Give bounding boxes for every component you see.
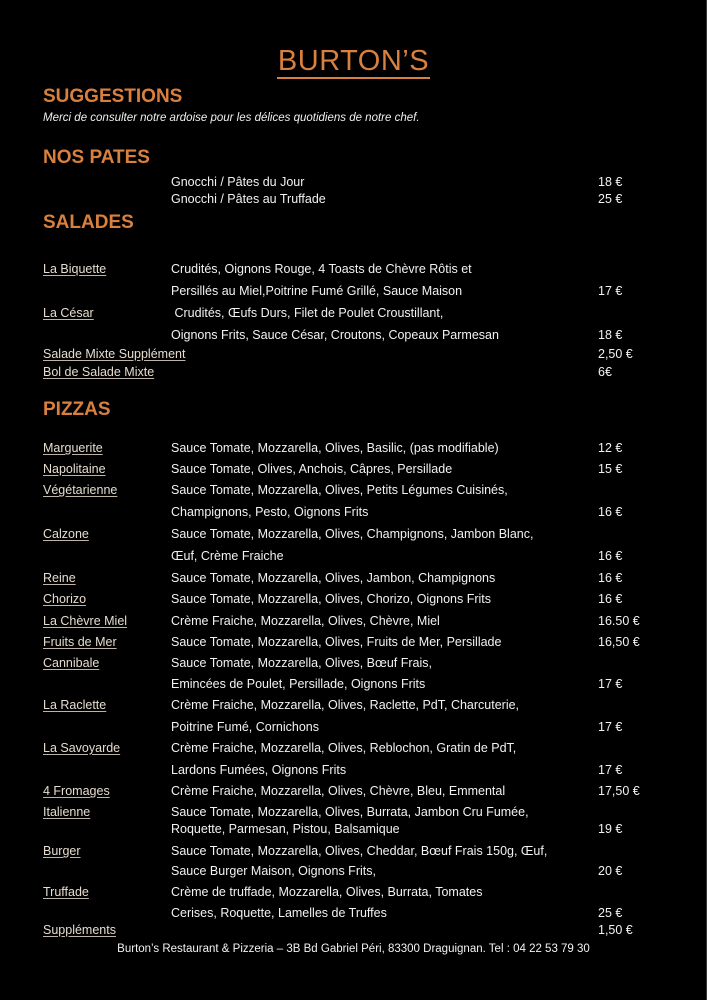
item-description: Lardons Fumées, Oignons Frits — [171, 763, 347, 777]
item-description: Œuf, Crème Fraiche — [171, 549, 284, 563]
item-name[interactable]: Bol de Salade Mixte — [43, 365, 155, 379]
menu-item-row — [0, 570, 707, 587]
item-description: Persillés au Miel,Poitrine Fumé Grillé, Sauce Maison — [171, 284, 463, 298]
item-price: 16 € — [598, 549, 623, 563]
item-price: 18 € — [598, 175, 623, 189]
menu-item-row-continued — [0, 283, 707, 300]
menu-item-row-continued — [0, 905, 707, 922]
item-name[interactable]: Napolitaine — [43, 462, 106, 476]
item-description: Emincées de Poulet, Persillade, Oignons Frits — [171, 677, 426, 691]
item-name[interactable]: Végétarienne — [43, 483, 118, 497]
menu-item-row — [0, 843, 707, 860]
menu-item-row — [0, 526, 707, 543]
item-description: Sauce Burger Maison, Oignons Frits, — [171, 864, 376, 878]
menu-item-row-continued — [0, 719, 707, 736]
item-name[interactable]: La César — [43, 306, 94, 320]
item-price: 15 € — [598, 462, 623, 476]
restaurant-title — [0, 45, 707, 79]
item-name[interactable]: Fruits de Mer — [43, 635, 117, 649]
menu-item-row-continued — [0, 327, 707, 344]
item-price: 17 € — [598, 677, 623, 691]
menu-item-row — [0, 461, 707, 478]
item-description: Champignons, Pesto, Oignons Frits — [171, 505, 369, 519]
menu-item-row-continued — [0, 762, 707, 779]
menu-item-row-continued — [0, 821, 707, 838]
menu-item-row — [0, 804, 707, 821]
item-name[interactable]: Marguerite — [43, 441, 103, 455]
item-price: 16 € — [598, 571, 623, 585]
menu-item-row-continued — [0, 504, 707, 521]
item-description: Cerises, Roquette, Lamelles de Truffes — [171, 906, 387, 920]
item-description: Sauce Tomate, Mozzarella, Olives, Jambon, Champignons — [171, 571, 496, 585]
item-description: Sauce Tomate, Mozzarella, Olives, Cheddar, Bœuf Frais 150g, Œuf, — [171, 844, 548, 858]
item-name[interactable]: Reine — [43, 571, 76, 585]
menu-item-row-continued — [0, 676, 707, 693]
item-description: Crudités, Œufs Durs, Filet de Poulet Croustillant, — [171, 306, 444, 320]
item-name[interactable]: La Chèvre Miel — [43, 614, 128, 628]
item-price: 25 € — [598, 906, 623, 920]
menu-item-row — [0, 783, 707, 800]
item-description: Crème Fraiche, Mozzarella, Olives, Reblochon, Gratin de PdT, — [171, 741, 517, 755]
item-name[interactable]: Chorizo — [43, 592, 87, 606]
item-price: 17 € — [598, 763, 623, 777]
item-description: Sauce Tomate, Mozzarella, Olives, Champignons, Jambon Blanc, — [171, 527, 534, 541]
section-heading-suggestions: SUGGESTIONS — [43, 86, 183, 107]
item-price: 1,50 € — [598, 923, 633, 937]
menu-item-row — [0, 922, 707, 939]
menu-item-row — [0, 634, 707, 651]
menu-item-row-continued — [0, 863, 707, 880]
item-name[interactable]: Cannibale — [43, 656, 100, 670]
menu-item-row — [0, 174, 707, 191]
menu-item-row — [0, 655, 707, 672]
item-name[interactable]: Salade Mixte Supplément — [43, 347, 186, 361]
restaurant-title-text: BURTON’S — [277, 45, 430, 77]
item-price: 16 € — [598, 592, 623, 606]
item-description: Sauce Tomate, Mozzarella, Olives, Chorizo, Oignons Frits — [171, 592, 492, 606]
item-price: 20 € — [598, 864, 623, 878]
item-price: 6€ — [598, 365, 612, 379]
item-description: Crème de truffade, Mozzarella, Olives, Burrata, Tomates — [171, 885, 483, 899]
item-price: 17 € — [598, 284, 623, 298]
menu-item-row — [0, 364, 707, 381]
item-description: Sauce Tomate, Mozzarella, Olives, Bœuf Frais, — [171, 656, 432, 670]
item-description: Gnocchi / Pâtes du Jour — [171, 175, 305, 189]
item-description: Sauce Tomate, Mozzarella, Olives, Petits Légumes Cuisinés, — [171, 483, 508, 497]
menu-item-row — [0, 305, 707, 322]
item-price: 18 € — [598, 328, 623, 342]
item-name[interactable]: La Raclette — [43, 698, 107, 712]
item-price: 16.50 € — [598, 614, 640, 628]
item-price: 16 € — [598, 505, 623, 519]
item-description: Crudités, Oignons Rouge, 4 Toasts de Chèvre Rôtis et — [171, 262, 472, 276]
menu-item-row — [0, 346, 707, 363]
section-heading-salades: SALADES — [43, 212, 134, 233]
section-heading-pizzas: PIZZAS — [43, 399, 111, 420]
item-name[interactable]: Italienne — [43, 805, 91, 819]
item-name[interactable]: Suppléments — [43, 923, 116, 937]
item-name[interactable]: 4 Fromages — [43, 784, 110, 798]
item-description: Sauce Tomate, Mozzarella, Olives, Basilic, (pas modifiable) — [171, 441, 499, 455]
menu-item-row-continued — [0, 548, 707, 565]
menu-item-row — [0, 740, 707, 757]
menu-item-row — [0, 591, 707, 608]
item-description: Oignons Frits, Sauce César, Croutons, Copeaux Parmesan — [171, 328, 499, 342]
item-description: Sauce Tomate, Mozzarella, Olives, Fruits de Mer, Persillade — [171, 635, 502, 649]
item-description: Crème Fraiche, Mozzarella, Olives, Chèvre, Bleu, Emmental — [171, 784, 506, 798]
item-description: Poitrine Fumé, Cornichons — [171, 720, 319, 734]
menu-item-row — [0, 440, 707, 457]
section-heading-pates: NOS PATES — [43, 147, 150, 168]
menu-item-row — [0, 613, 707, 630]
item-description: Gnocchi / Pâtes au Truffade — [171, 192, 326, 206]
menu-item-row — [0, 884, 707, 901]
item-price: 17 € — [598, 720, 623, 734]
menu-item-row — [0, 697, 707, 714]
item-price: 12 € — [598, 441, 623, 455]
item-price: 25 € — [598, 192, 623, 206]
menu-item-row — [0, 191, 707, 208]
menu-item-row — [0, 482, 707, 499]
item-description: Roquette, Parmesan, Pistou, Balsamique — [171, 822, 400, 836]
item-price: 19 € — [598, 822, 623, 836]
item-name[interactable]: La Biquette — [43, 262, 107, 276]
item-name[interactable]: La Savoyarde — [43, 741, 121, 755]
item-description: Sauce Tomate, Mozzarella, Olives, Burrata, Jambon Cru Fumée, — [171, 805, 529, 819]
item-description: Sauce Tomate, Olives, Anchois, Câpres, Persillade — [171, 462, 453, 476]
item-price: 2,50 € — [598, 347, 633, 361]
menu-item-row — [0, 261, 707, 278]
item-description: Crème Fraiche, Mozzarella, Olives, Raclette, PdT, Charcuterie, — [171, 698, 520, 712]
item-price: 16,50 € — [598, 635, 640, 649]
item-description: Crème Fraiche, Mozzarella, Olives, Chèvre, Miel — [171, 614, 440, 628]
item-name[interactable]: Calzone — [43, 527, 89, 541]
suggestions-note: Merci de consulter notre ardoise pour les délices quotidiens de notre chef. — [43, 112, 420, 124]
item-name[interactable]: Burger — [43, 844, 81, 858]
item-name[interactable]: Truffade — [43, 885, 89, 899]
footer-address: Burton’s Restaurant & Pizzeria – 3B Bd Gabriel Péri, 83300 Draguignan. Tel : 04 22 53 79 30 — [117, 943, 590, 955]
item-price: 17,50 € — [598, 784, 640, 798]
